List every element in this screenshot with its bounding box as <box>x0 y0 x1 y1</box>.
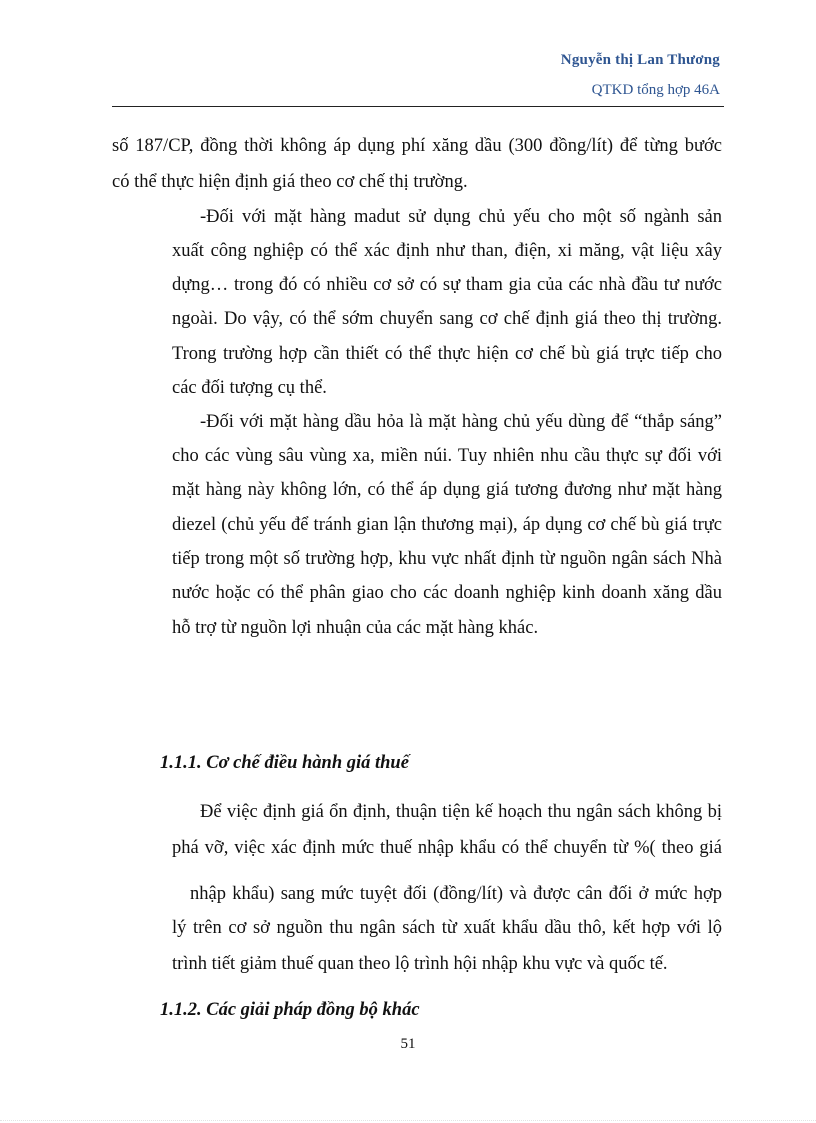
text-line: phá vỡ, việc xác định mức thuế nhập khẩu có thể chuyển từ %( theo giá <box>172 838 722 858</box>
section-heading-1-1-2: 1.1.2. Các giải pháp đồng bộ khác <box>160 1000 420 1020</box>
text-line: mặt hàng này không lớn, có thể áp dụng giá tương đương như mặt hàng <box>172 480 722 500</box>
header-author-name: Nguyễn thị Lan Thương <box>560 52 720 68</box>
page-bottom-border <box>0 1120 816 1121</box>
text-line: tiếp trong một số trường hợp, khu vực nhất định từ nguồn ngân sách Nhà <box>172 549 722 569</box>
text-line: dựng… trong đó có nhiều cơ sở có sự tham gia của các nhà đầu tư nước <box>172 275 722 295</box>
text-line: -Đối với mặt hàng madut sử dụng chủ yếu cho một số ngành sản <box>200 207 722 227</box>
text-line: diezel (chủ yếu để tránh gian lận thương mại), áp dụng cơ chế bù giá trực <box>172 515 722 535</box>
text-line: nhập khẩu) sang mức tuyệt đối (đồng/lít) và được cân đối ở mức hợp <box>190 884 722 904</box>
header-divider <box>112 106 724 107</box>
text-line: các đối tượng cụ thể. <box>172 378 327 398</box>
text-line: xuất công nghiệp có thể xác định như than, điện, xi măng, vật liệu xây <box>172 241 722 261</box>
text-line: nước hoặc có thể phân giao cho các doanh nghiệp kinh doanh xăng dầu <box>172 583 722 603</box>
text-line: Để việc định giá ổn định, thuận tiện kế hoạch thu ngân sách không bị <box>200 802 722 822</box>
text-line: lý trên cơ sở nguồn thu ngân sách từ xuất khẩu dầu thô, kết hợp với lộ <box>172 918 722 938</box>
page-number: 51 <box>400 1036 416 1052</box>
section-heading-1-1-1: 1.1.1. Cơ chế điều hành giá thuế <box>160 753 409 773</box>
text-line: Trong trường hợp cần thiết có thể thực hiện cơ chế bù giá trực tiếp cho <box>172 344 722 364</box>
text-line: trình tiết giảm thuế quan theo lộ trình hội nhập khu vực và quốc tế. <box>172 954 668 974</box>
text-line: số 187/CP, đồng thời không áp dụng phí xăng dầu (300 đồng/lít) để từng bước <box>112 136 722 156</box>
text-line: ngoài. Do vậy, có thể sớm chuyển sang cơ chế định giá theo thị trường. <box>172 309 722 329</box>
text-line: hỗ trợ từ nguồn lợi nhuận của các mặt hàng khác. <box>172 618 539 638</box>
header-class-name: QTKD tổng hợp 46A <box>591 82 720 98</box>
text-line: có thể thực hiện định giá theo cơ chế thị trường. <box>112 172 468 192</box>
text-line: cho các vùng sâu vùng xa, miền núi. Tuy nhiên nhu cầu thực sự đối với <box>172 446 722 466</box>
text-line: -Đối với mặt hàng dầu hỏa là mặt hàng chủ yếu dùng để “thắp sáng” <box>200 412 722 432</box>
